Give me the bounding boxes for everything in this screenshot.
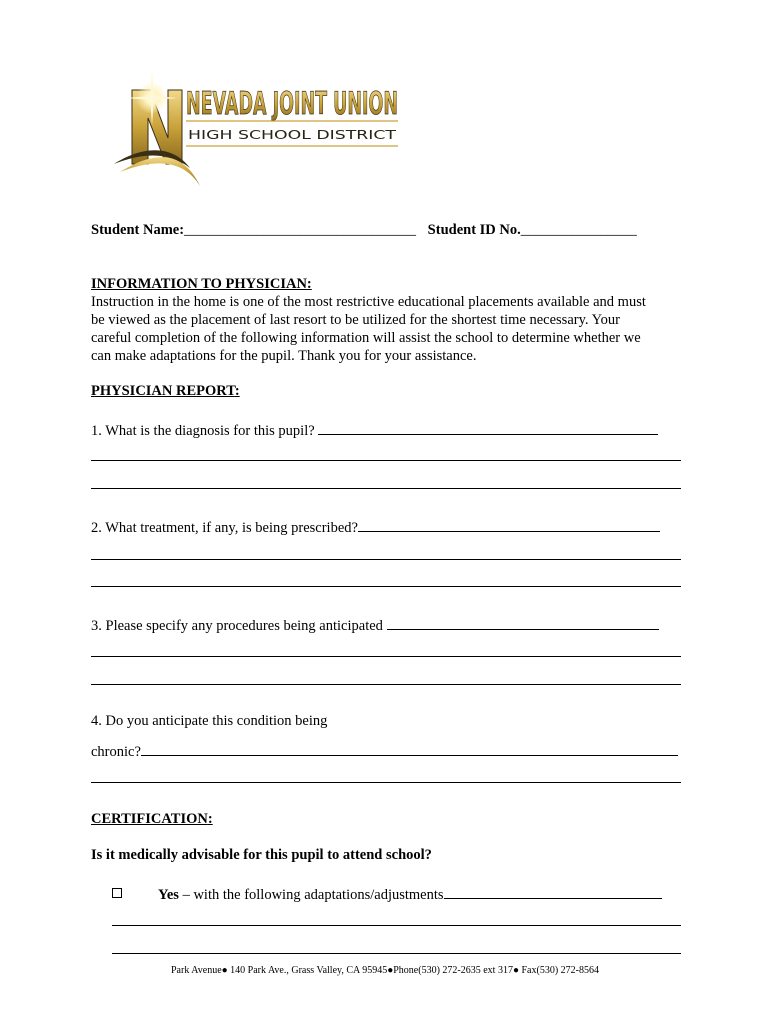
question-4-text-continued: chronic? <box>91 744 141 760</box>
student-id-label: Student ID No. <box>427 222 521 238</box>
question-2-answer-line[interactable] <box>91 559 681 560</box>
district-logo <box>112 68 408 192</box>
question-1-answer-line[interactable] <box>91 460 681 461</box>
info-line-1: Instruction in the home is one of the most restrictive educational placements available and must <box>91 294 646 310</box>
question-3-text: 3. Please specify any procedures being anticipated <box>91 618 383 634</box>
information-section <box>91 275 691 365</box>
logo-graphic <box>112 68 408 192</box>
question-1-text: 1. What is the diagnosis for this pupil? <box>91 423 315 439</box>
question-4-text: 4. Do you anticipate this condition being <box>91 713 328 729</box>
question-4 <box>91 713 327 730</box>
question-3-answer-line[interactable] <box>91 656 681 657</box>
question-2 <box>91 517 660 537</box>
question-4-answer-line[interactable] <box>91 782 681 783</box>
info-line-4: can make adaptations for the pupil. Thank you for your assistance. <box>91 348 477 364</box>
logo-line1: NEVADA JOINT UNION <box>186 86 398 122</box>
information-paragraph <box>91 293 691 365</box>
logo-line2: HIGH SCHOOL DISTRICT <box>188 127 397 142</box>
info-line-2: be viewed as the placement of last resort to be utilized for the shortest time necessary. Your <box>91 312 620 328</box>
certification-heading: CERTIFICATION: <box>91 811 213 827</box>
certification-question: Is it medically advisable for this pupil to attend school? <box>91 847 432 863</box>
adaptations-answer-line[interactable] <box>112 953 681 954</box>
question-1 <box>91 420 658 440</box>
yes-checkbox[interactable] <box>112 888 122 898</box>
question-3-answer-line[interactable] <box>91 684 681 685</box>
question-1-answer-line[interactable] <box>91 488 681 489</box>
yes-label: Yes <box>158 887 179 903</box>
student-info-line <box>91 222 637 239</box>
question-4-continued <box>91 741 678 761</box>
info-line-3: careful completion of the following information will assist the school to determine whether we <box>91 330 641 346</box>
adaptations-field[interactable] <box>444 884 662 899</box>
question-2-answer-field[interactable] <box>358 517 660 532</box>
question-4-answer-field[interactable] <box>141 741 678 756</box>
question-3-answer-field[interactable] <box>387 615 659 630</box>
yes-text: – with the following adaptations/adjustments <box>178 887 444 903</box>
adaptations-answer-line[interactable] <box>112 925 681 926</box>
question-1-answer-field[interactable] <box>318 420 658 435</box>
student-id-field[interactable]: ________________ <box>520 222 637 238</box>
yes-option <box>112 884 662 904</box>
question-3 <box>91 615 659 635</box>
physician-report-heading: PHYSICIAN REPORT: <box>91 383 240 399</box>
student-name-field[interactable]: ________________________________ <box>184 222 417 238</box>
question-2-answer-line[interactable] <box>91 586 681 587</box>
student-name-label: Student Name: <box>91 222 185 238</box>
page-footer: Park Avenue● 140 Park Ave., Grass Valley, CA 95945●Phone(530) 272-2635 ext 317● Fax(530) 272-8564 <box>171 965 599 976</box>
information-heading: INFORMATION TO PHYSICIAN: <box>91 276 312 292</box>
question-2-text: 2. What treatment, if any, is being prescribed? <box>91 520 358 536</box>
